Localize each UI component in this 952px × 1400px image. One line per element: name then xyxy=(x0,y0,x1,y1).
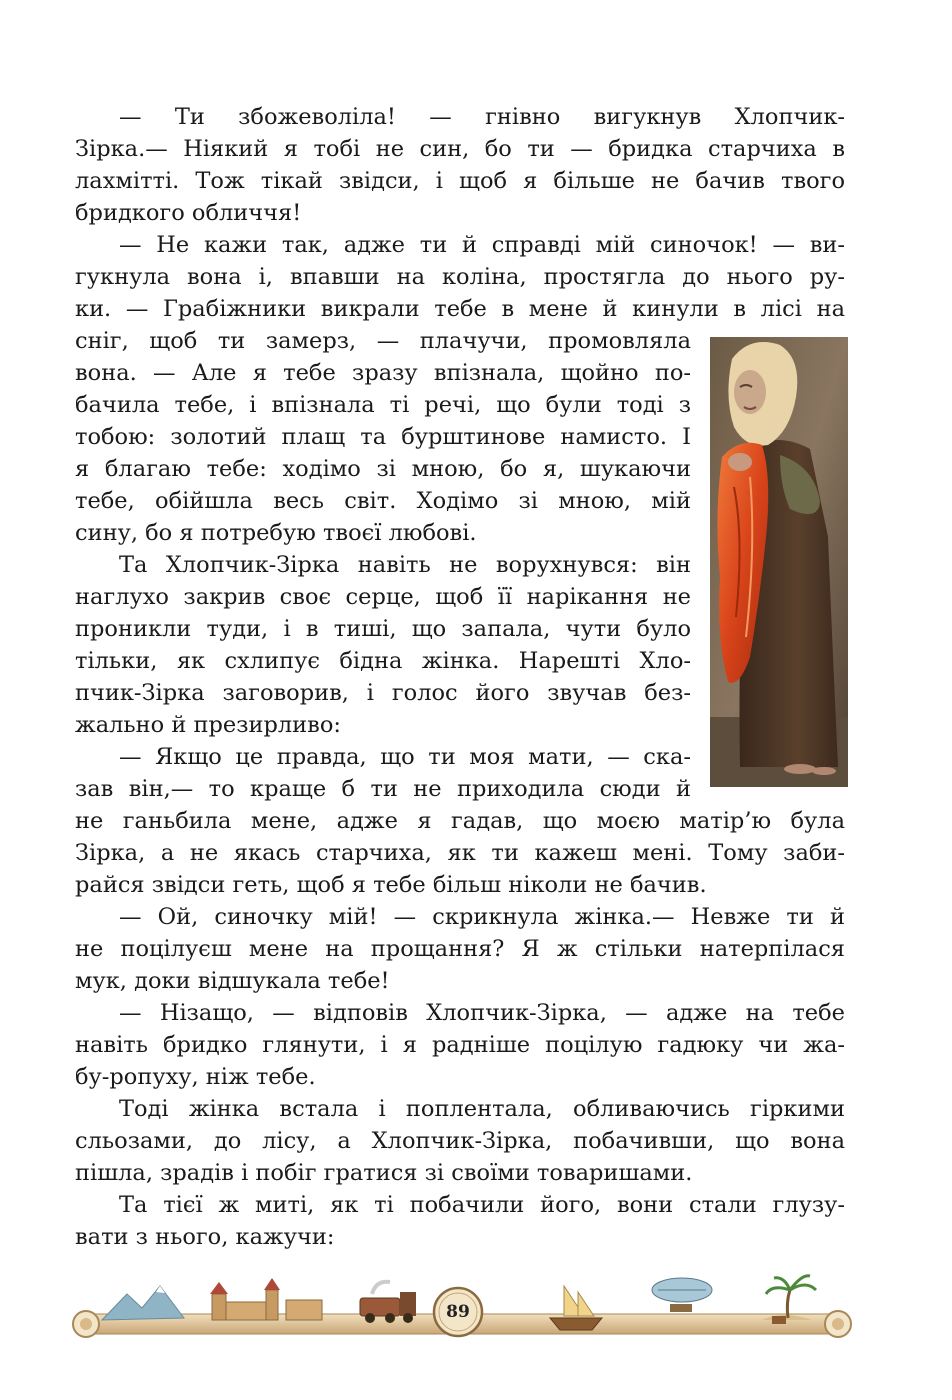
text-line: не поцілуєш мене на прощання? Я ж стільки натерпілася xyxy=(75,936,845,962)
text-line: вати з нього, кажучи: xyxy=(75,1224,335,1250)
text-line: бу-ропуху, ніж тебе. xyxy=(75,1064,316,1090)
footer-decoration xyxy=(72,1272,852,1344)
text-line: Зірка, а не якась старчиха, як ти кажеш мені. Тому заби- xyxy=(75,840,845,866)
text-line: сніг, щоб ти замерз, — плачучи, промовляла xyxy=(75,328,691,354)
text-line: Та тієї ж миті, як ті побачили його, вони стали глузу- xyxy=(119,1192,845,1218)
text-line: вона. — Але я тебе зразу впізнала, щойно по- xyxy=(75,360,691,386)
text-line: пішла, зрадів і побіг гратися зі своїми товаришами. xyxy=(75,1160,693,1186)
text-line: бачила тебе, і впізнала ті речі, що були тоді з xyxy=(75,392,691,418)
text-line: тебе, обійшла весь світ. Ходімо зі мною, мій xyxy=(75,488,691,514)
text-line: гукнула вона і, впавши на коліна, простягла до нього ру- xyxy=(75,264,845,290)
text-line: зав він,— то краще б ти не приходила сюди й xyxy=(75,776,691,802)
text-line: — Нізащо, — відповів Хлопчик-Зірка, — адже на тебе xyxy=(119,1000,845,1026)
text-line: — Не кажи так, адже ти й справді мій синочок! — ви- xyxy=(119,232,845,258)
text-line: навіть бридко глянути, і я радніше поцілую гадюку чи жа- xyxy=(75,1032,845,1058)
text-line: сину, бо я потребую твоєї любові. xyxy=(75,520,477,546)
text-line: мук, доки відшукала тебе! xyxy=(75,968,390,994)
text-line: жально й презирливо: xyxy=(75,712,341,738)
text-line: — Ти збожеволіла! — гнівно вигукнув Хлопчик- xyxy=(119,104,845,130)
text-line: наглухо закрив своє серце, щоб її нарікання не xyxy=(75,584,691,610)
text-line: тільки, як схлипує бідна жінка. Нарешті Хло- xyxy=(75,648,691,674)
text-line: не ганьбила мене, адже я гадав, що моєю матір’ю була xyxy=(75,808,845,834)
text-line: пчик-Зірка заговорив, і голос його звучав без- xyxy=(75,680,691,706)
text-line: Тоді жінка встала і поплентала, обливаючись гіркими xyxy=(119,1096,845,1122)
page-number: 89 xyxy=(446,1302,470,1322)
text-line: тобою: золотий плащ та бурштинове намисто. І xyxy=(75,424,691,450)
text-line: лахмітті. Тож тікай звідси, і щоб я більше не бачив твого xyxy=(75,168,845,194)
text-line: проникли туди, і в тиші, що запала, чути було xyxy=(75,616,691,642)
text-line: Зірка.— Ніякий я тобі не син, бо ти — бридка старчиха в xyxy=(75,136,845,162)
text-line: я благаю тебе: ходімо зі мною, бо я, шукаючи xyxy=(75,456,691,482)
text-line: — Якщо це правда, що ти моя мати, — ска- xyxy=(119,744,691,770)
text-line: бридкого обличчя! xyxy=(75,200,302,226)
text-line: райся звідси геть, щоб я тебе більш ніколи не бачив. xyxy=(75,872,707,898)
text-line: сльозами, до лісу, а Хлопчик-Зірка, побачивши, що вона xyxy=(75,1128,845,1154)
text-line: — Ой, синочку мій! — скрикнула жінка.— Невже ти й xyxy=(119,904,845,930)
illustration-old-woman xyxy=(710,337,848,787)
text-line: ки. — Грабіжники викрали тебе в мене й кинули в лісі на xyxy=(75,296,845,322)
text-line: Та Хлопчик-Зірка навіть не ворухнувся: він xyxy=(119,552,691,578)
